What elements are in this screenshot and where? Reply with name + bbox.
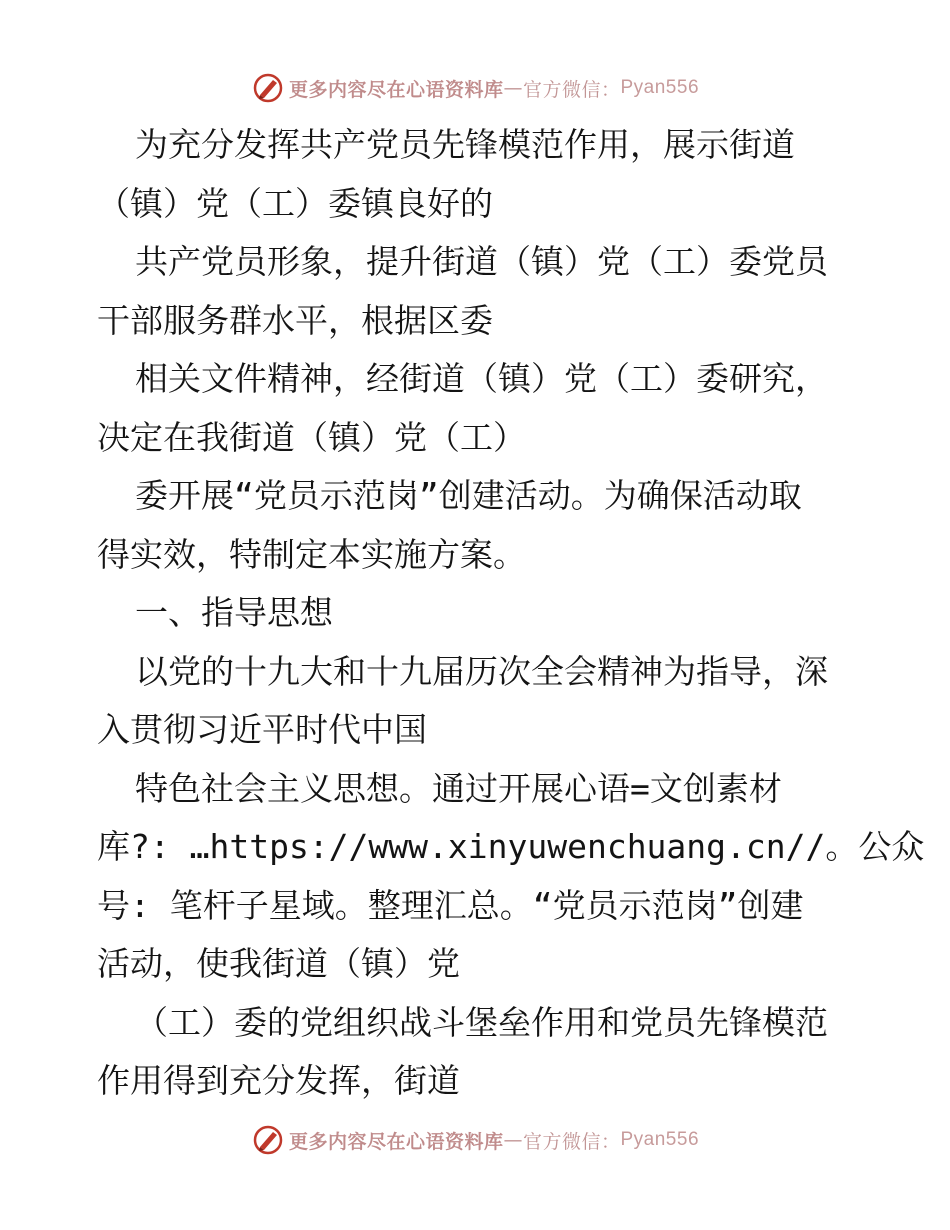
header-watermark-banner [0,68,950,108]
text-line: 号: 笔杆子星域。整理汇总。“党员示范岗”创建 [97,885,804,925]
text-line: 以党的十九大和十九届历次全会精神为指导，深 [135,651,828,691]
footer-watermark-banner [0,1120,950,1160]
footer-banner-separator: — [503,1129,523,1151]
header-banner-wechat-id: Pyan556 [620,77,700,98]
text-line: 决定在我街道（镇）党（工） [97,417,526,457]
text-line: 共产党员形象，提升街道（镇）党（工）委党员 [135,242,828,281]
text-line: 作用得到充分发挥，街道 [97,1061,460,1100]
text-line: 入贯彻习近平时代中国 [97,710,427,749]
footer-banner-wechat-id: Pyan556 [620,1129,700,1150]
pen-logo-icon [251,71,285,105]
text-line: （工）委的党组织战斗堡垒作用和党员先锋模范 [135,1002,828,1042]
text-line: 干部服务群水平，根据区委 [97,300,493,340]
text-line: 特色社会主义思想。通过开展心语=文创素材 [135,768,782,808]
document-body [97,116,925,1111]
text-line: 相关文件精神，经街道（镇）党（工）委研究， [135,359,828,398]
text-line: 活动，使我街道（镇）党 [97,944,460,983]
footer-banner-suffix: 官方微信： [522,1130,621,1153]
pen-logo-icon [251,1123,285,1157]
header-banner-main: 更多内容尽在心语资料库 [288,78,504,101]
footer-banner-main: 更多内容尽在心语资料库 [288,1130,504,1153]
text-line: 为充分发挥共产党员先锋模范作用，展示街道 [135,125,795,164]
text-line: 得实效，特制定本实施方案。 [97,534,526,574]
header-banner-separator: — [503,77,523,99]
section-heading: 一、指导思想 [135,593,333,632]
text-line: 库?: …https://www.xinyuwenchuang.cn//。公众 [97,827,925,866]
header-banner-suffix: 官方微信： [522,78,621,101]
text-line: （镇）党（工）委镇良好的 [97,183,493,223]
text-line: 委开展“党员示范岗”创建活动。为确保活动取 [135,476,802,515]
